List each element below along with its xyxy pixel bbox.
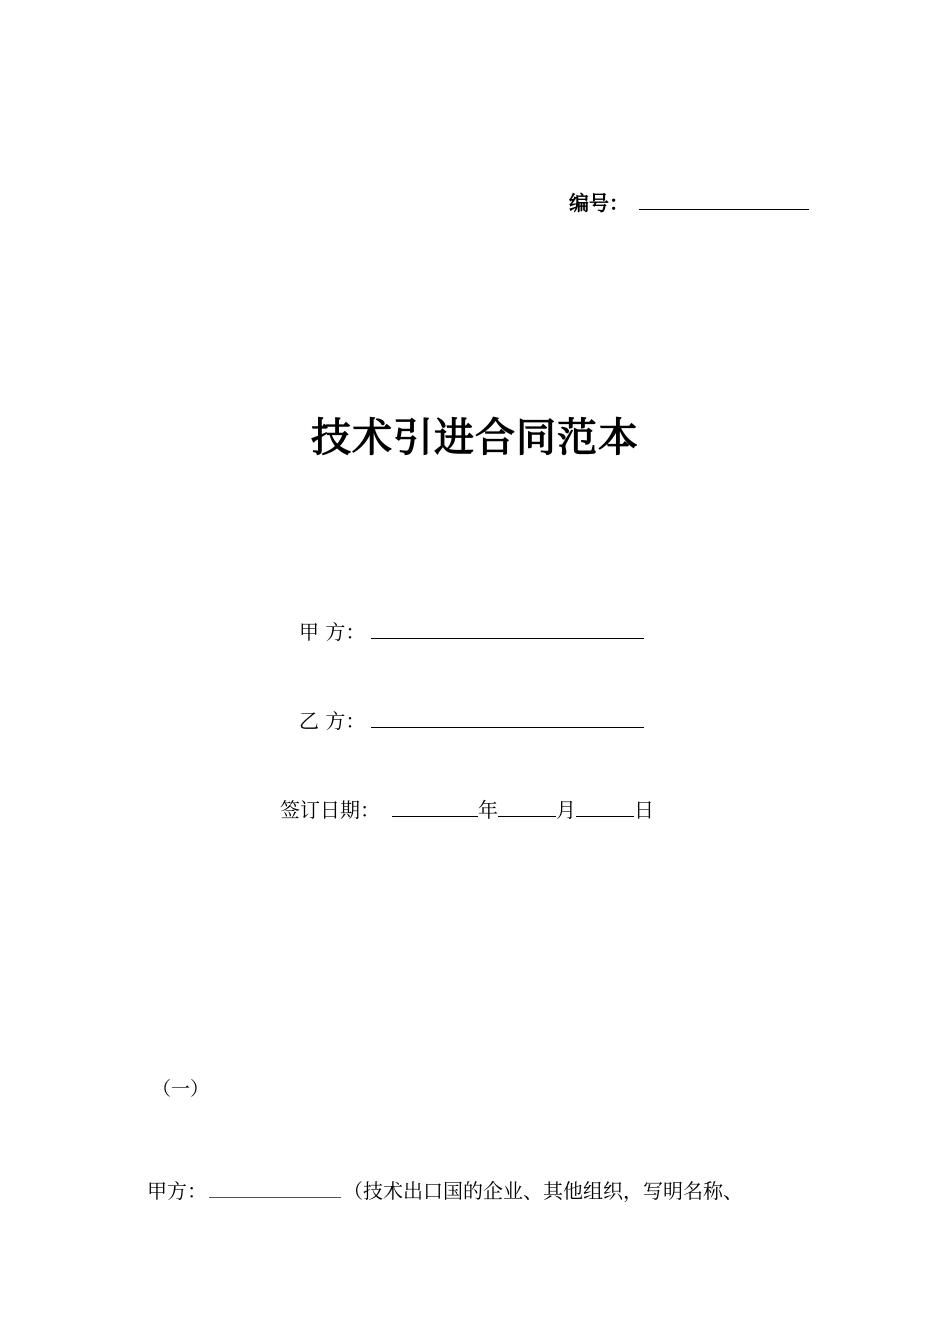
day-blank [576, 798, 634, 817]
year-label: 年 [478, 798, 498, 822]
signing-date-field [280, 795, 654, 825]
day-label: 日 [634, 798, 654, 822]
section-number: （一） [152, 1078, 210, 1100]
party-b-label: 乙 方： [299, 709, 366, 733]
party-a-clause-text: （技术出口国的企业、其他组织，写明名称、 [343, 1179, 743, 1203]
party-a-clause-label: 甲方： [147, 1179, 207, 1203]
year-blank [392, 798, 478, 817]
serial-number-label: 编号： [569, 191, 629, 215]
party-b-blank [371, 709, 644, 728]
serial-number-field [569, 188, 809, 218]
serial-number-blank [639, 191, 809, 210]
party-a-blank [371, 620, 644, 639]
party-a-clause-blank [209, 1179, 341, 1198]
party-b-field [299, 706, 644, 736]
document-title: 技术引进合同范本 [311, 415, 639, 461]
month-label: 月 [556, 798, 576, 822]
signing-date-label: 签订日期： [280, 798, 380, 822]
party-a-field [299, 617, 644, 647]
party-a-label: 甲 方： [299, 620, 366, 644]
party-a-clause-line [147, 1176, 743, 1206]
month-blank [498, 798, 556, 817]
